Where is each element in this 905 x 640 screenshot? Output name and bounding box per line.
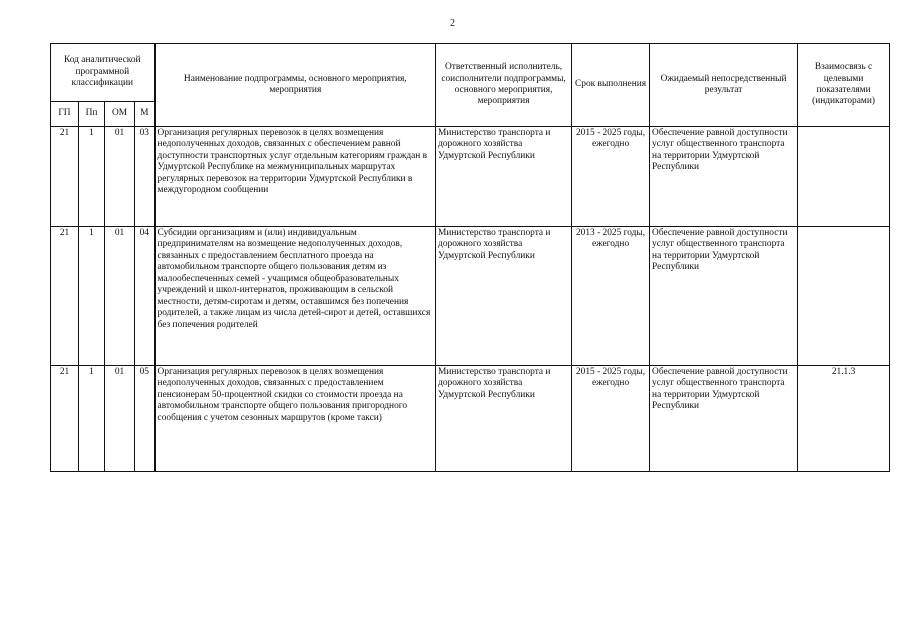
table-row xyxy=(51,127,890,227)
cell-m: 05 xyxy=(135,366,155,472)
cell-link xyxy=(798,127,890,227)
header-result: Ожидаемый непосредственный результат xyxy=(650,44,798,127)
cell-om: 01 xyxy=(105,127,135,227)
header-term: Срок выполнения xyxy=(572,44,650,127)
header-code-group: Код аналитической программной классификации xyxy=(51,44,155,102)
cell-pp: 1 xyxy=(79,366,105,472)
cell-term: 2015 - 2025 годы, ежегодно xyxy=(572,366,650,472)
header-pp: Пп xyxy=(79,102,105,127)
cell-result: Обеспечение равной доступности услуг общественного транспорта на территории Удмуртской Республики xyxy=(650,366,798,472)
cell-executor: Министерство транспорта и дорожного хозяйства Удмуртской Республики xyxy=(436,127,572,227)
header-om: ОМ xyxy=(105,102,135,127)
header-link: Взаимосвязь с целевыми показателями (индикаторами) xyxy=(798,44,890,127)
cell-executor: Министерство транспорта и дорожного хозяйства Удмуртской Республики xyxy=(436,227,572,366)
cell-name: Организация регулярных перевозок в целях возмещения недополученных доходов, связанных с предоставлением пенсионерам 50-процентной скидки со стоимости проезда на автомобильном транспорте общего пользования пригородного сообщения с учетом сезонных маршрутов (кроме такси) xyxy=(155,366,436,472)
program-table xyxy=(50,43,890,472)
cell-om: 01 xyxy=(105,227,135,366)
cell-gp: 21 xyxy=(51,366,79,472)
page-number: 2 xyxy=(450,18,455,29)
table-row xyxy=(51,227,890,366)
header-gp: ГП xyxy=(51,102,79,127)
cell-term: 2013 - 2025 годы, ежегодно xyxy=(572,227,650,366)
cell-link: 21.1.3 xyxy=(798,366,890,472)
cell-pp: 1 xyxy=(79,227,105,366)
cell-om: 01 xyxy=(105,366,135,472)
cell-m: 03 xyxy=(135,127,155,227)
table-row xyxy=(51,366,890,472)
cell-gp: 21 xyxy=(51,227,79,366)
header-name: Наименование подпрограммы, основного мероприятия, мероприятия xyxy=(155,44,436,127)
cell-name: Субсидии организациям и (или) индивидуальным предпринимателям на возмещение недополученных доходов, связанных с предоставлением бесплатного проезда на автомобильном транспорте общего пользования детям из малообеспеченных семей - учащимся общеобразовательных учреждений и школ-интернатов, проживающим в сельской местности, детям-сиротам и детям, оставшимся без попечения родителей, а также лицам из числа детей-сирот и детей, оставшихся без попечения родителей xyxy=(155,227,436,366)
cell-term: 2015 - 2025 годы, ежегодно xyxy=(572,127,650,227)
cell-gp: 21 xyxy=(51,127,79,227)
header-executor: Ответственный исполнитель, соисполнители подпрограммы, основного мероприятия, мероприятия xyxy=(436,44,572,127)
cell-link xyxy=(798,227,890,366)
cell-executor: Министерство транспорта и дорожного хозяйства Удмуртской Республики xyxy=(436,366,572,472)
cell-result: Обеспечение равной доступности услуг общественного транспорта на территории Удмуртской Республики xyxy=(650,227,798,366)
cell-pp: 1 xyxy=(79,127,105,227)
cell-m: 04 xyxy=(135,227,155,366)
header-m: М xyxy=(135,102,155,127)
header-row xyxy=(51,44,890,102)
cell-name: Организация регулярных перевозок в целях возмещения недополученных доходов, связанных с обеспечением равной доступности транспортных услуг отдельным категориям граждан в Удмуртской Республике на межмуниципальных маршрутах регулярных перевозок на территории Удмуртской Республики в междугородном сообщении xyxy=(155,127,436,227)
cell-result: Обеспечение равной доступности услуг общественного транспорта на территории Удмуртской Республики xyxy=(650,127,798,227)
